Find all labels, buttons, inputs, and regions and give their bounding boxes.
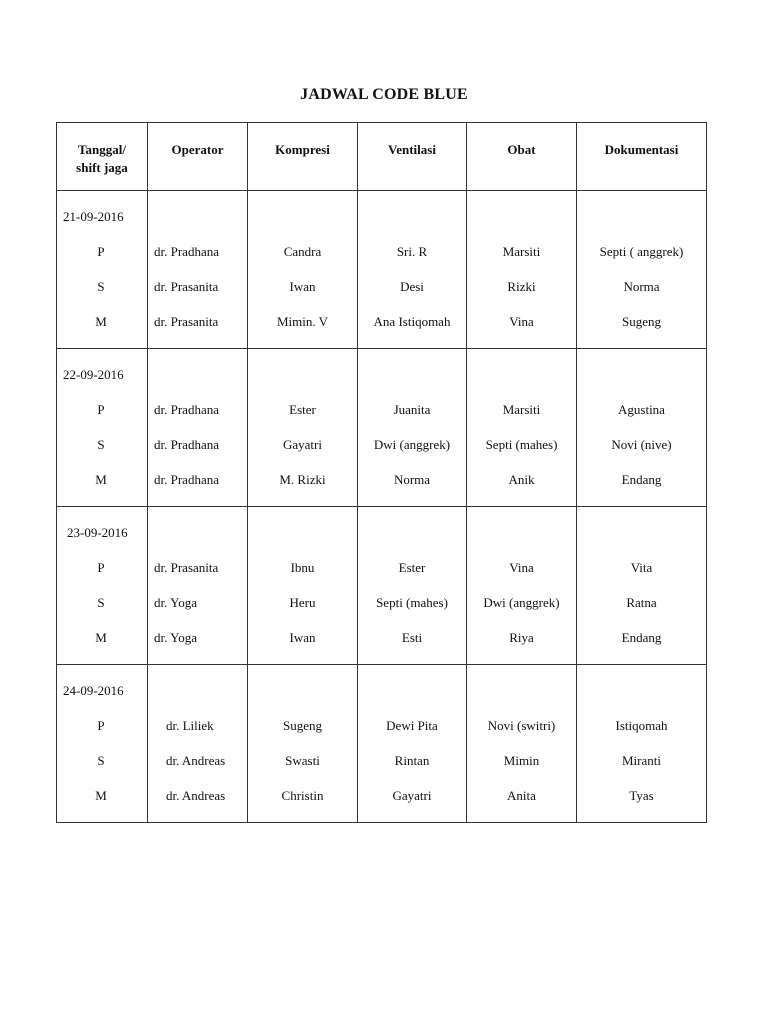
schedule-table xyxy=(56,122,707,823)
kompresi-name: Iwan xyxy=(289,279,316,294)
dokumentasi-name: Novi (nive) xyxy=(611,437,672,452)
ventilasi-name: Septi (mahes) xyxy=(376,595,448,610)
operator-name: dr. Andreas xyxy=(166,753,226,768)
dokumentasi-name: Tyas xyxy=(629,788,654,803)
date-shift-cell xyxy=(57,191,148,349)
operator-name: dr. Liliek xyxy=(166,718,214,733)
table-row xyxy=(57,507,707,665)
obat-name: Dwi (anggrek) xyxy=(483,595,560,610)
header-row xyxy=(57,123,707,191)
obat-cell xyxy=(467,191,577,349)
kompresi-name: Swasti xyxy=(285,753,320,768)
date-shift-cell xyxy=(57,507,148,665)
dokumentasi-name: Agustina xyxy=(618,402,665,417)
kompresi-name: Christin xyxy=(281,788,324,803)
date-shift-cell xyxy=(57,665,148,823)
ventilasi-cell xyxy=(358,507,467,665)
shift-label: S xyxy=(97,279,105,294)
shift-label: S xyxy=(97,437,105,452)
dokumentasi-name: Norma xyxy=(623,279,660,294)
operator-name: dr. Yoga xyxy=(154,630,197,645)
dokumentasi-name: Vita xyxy=(630,560,653,575)
header-dokumentasi: Dokumentasi xyxy=(577,123,707,191)
kompresi-name: Ester xyxy=(289,402,316,417)
header-ventilasi: Ventilasi xyxy=(358,123,467,191)
shift-label: P xyxy=(97,560,105,575)
operator-name: dr. Pradhana xyxy=(154,244,219,259)
operator-name: dr. Prasanita xyxy=(154,279,219,294)
ventilasi-name: Dewi Pita xyxy=(386,718,438,733)
operator-name: dr. Yoga xyxy=(154,595,197,610)
ventilasi-cell xyxy=(358,191,467,349)
operator-cell xyxy=(148,665,248,823)
shift-label: P xyxy=(97,718,105,733)
obat-name: Vina xyxy=(509,314,534,329)
dokumentasi-cell xyxy=(577,665,707,823)
ventilasi-name: Rintan xyxy=(394,753,430,768)
shift-label: P xyxy=(97,402,105,417)
kompresi-name: Candra xyxy=(283,244,322,259)
header-obat: Obat xyxy=(467,123,577,191)
header-date xyxy=(57,123,148,191)
header-kompresi: Kompresi xyxy=(248,123,358,191)
ventilasi-name: Desi xyxy=(400,279,424,294)
kompresi-cell xyxy=(248,665,358,823)
shift-label: M xyxy=(95,630,107,645)
shift-label: M xyxy=(95,788,107,803)
dokumentasi-cell xyxy=(577,191,707,349)
kompresi-name: M. Rizki xyxy=(279,472,326,487)
obat-name: Anita xyxy=(507,788,536,803)
obat-name: Mimin xyxy=(503,753,540,768)
table-row xyxy=(57,191,707,349)
operator-name: dr. Prasanita xyxy=(154,560,219,575)
dokumentasi-name: Septi ( anggrek) xyxy=(599,244,684,259)
date-label: 24-09-2016 xyxy=(63,683,124,698)
dokumentasi-name: Ratna xyxy=(626,595,657,610)
dokumentasi-name: Istiqomah xyxy=(615,718,668,733)
shift-label: S xyxy=(97,753,105,768)
date-label: 23-09-2016 xyxy=(67,525,128,540)
ventilasi-name: Esti xyxy=(401,630,423,645)
obat-name: Vina xyxy=(509,560,534,575)
operator-cell xyxy=(148,349,248,507)
kompresi-cell xyxy=(248,191,358,349)
ventilasi-name: Dwi (anggrek) xyxy=(373,437,451,452)
obat-name: Marsiti xyxy=(502,402,541,417)
ventilasi-name: Ana Istiqomah xyxy=(373,314,451,329)
kompresi-cell xyxy=(248,507,358,665)
obat-name: Marsiti xyxy=(502,244,541,259)
shift-label: S xyxy=(97,595,105,610)
obat-name: Anik xyxy=(508,472,535,487)
obat-name: Rizki xyxy=(507,279,536,294)
operator-name: dr. Pradhana xyxy=(154,437,219,452)
kompresi-name: Heru xyxy=(289,595,316,610)
operator-cell xyxy=(148,191,248,349)
header-date-line2: shift jaga xyxy=(76,160,128,175)
operator-name: dr. Pradhana xyxy=(154,402,219,417)
operator-name: dr. Pradhana xyxy=(154,472,219,487)
obat-name: Riya xyxy=(509,630,534,645)
operator-name: dr. Andreas xyxy=(166,788,226,803)
ventilasi-name: Norma xyxy=(393,472,431,487)
ventilasi-name: Sri. R xyxy=(396,244,428,259)
ventilasi-name: Gayatri xyxy=(392,788,432,803)
kompresi-name: Ibnu xyxy=(290,560,315,575)
ventilasi-name: Ester xyxy=(398,560,426,575)
page-title: JADWAL CODE BLUE xyxy=(300,86,468,103)
dokumentasi-name: Miranti xyxy=(622,753,661,768)
shift-label: M xyxy=(95,472,107,487)
dokumentasi-cell xyxy=(577,507,707,665)
shift-label: M xyxy=(95,314,107,329)
table-row xyxy=(57,665,707,823)
kompresi-name: Iwan xyxy=(289,630,316,645)
obat-name: Novi (switri) xyxy=(487,718,556,733)
ventilasi-cell xyxy=(358,665,467,823)
kompresi-name: Sugeng xyxy=(283,718,322,733)
obat-cell xyxy=(467,665,577,823)
dokumentasi-name: Endang xyxy=(621,472,662,487)
kompresi-name: Gayatri xyxy=(283,437,322,452)
operator-cell xyxy=(148,507,248,665)
kompresi-cell xyxy=(248,349,358,507)
obat-name: Septi (mahes) xyxy=(485,437,558,452)
table-row xyxy=(57,349,707,507)
header-date-line1: Tanggal/ xyxy=(78,142,126,157)
date-label: 21-09-2016 xyxy=(63,209,124,224)
dokumentasi-name: Endang xyxy=(621,630,662,645)
dokumentasi-cell xyxy=(577,349,707,507)
ventilasi-cell xyxy=(358,349,467,507)
kompresi-name: Mimin. V xyxy=(276,314,329,329)
obat-cell xyxy=(467,349,577,507)
obat-cell xyxy=(467,507,577,665)
date-shift-cell xyxy=(57,349,148,507)
dokumentasi-name: Sugeng xyxy=(622,314,661,329)
shift-label: P xyxy=(97,244,105,259)
date-label: 22-09-2016 xyxy=(63,367,124,382)
operator-name: dr. Prasanita xyxy=(154,314,219,329)
ventilasi-name: Juanita xyxy=(393,402,431,417)
header-operator: Operator xyxy=(148,123,248,191)
